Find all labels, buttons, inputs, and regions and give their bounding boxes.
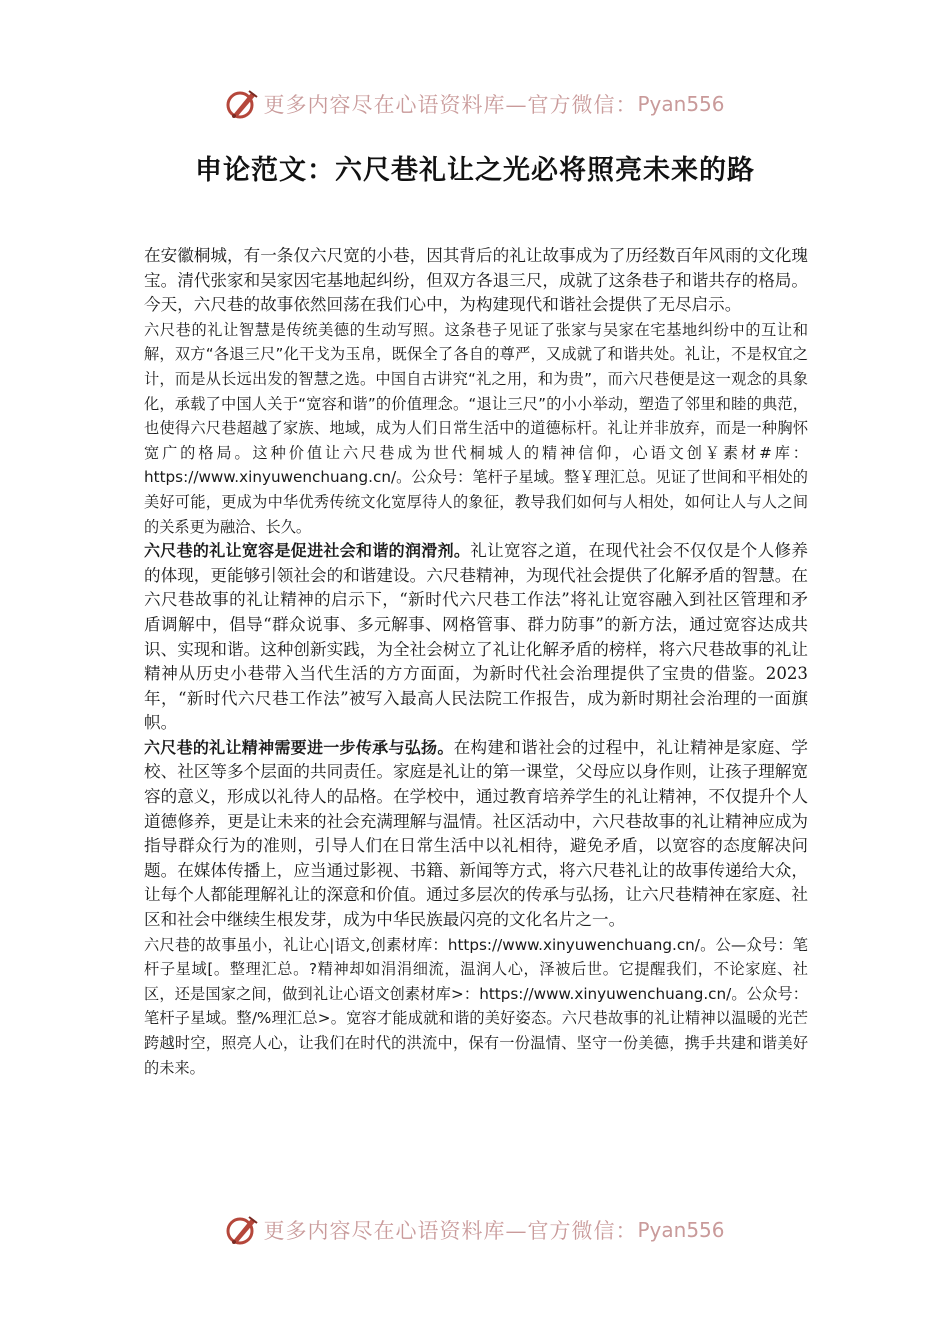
paragraph-harmony xyxy=(144,539,808,736)
paragraph-wisdom: 六尺巷的礼让智慧是传统美德的生动写照。这条巷子见证了张家与吴家在宅基地纠纷中的互让和解，双方“各退三尺”化干戈为玉帛，既保全了各自的尊严，又成就了和谐共处。礼让，不是权宜之计，而是从长远出发的智慧之选。中国自古讲究“礼之用，和为贵”，而六尺巷便是这一观念的具象化，承载了中国人关于“宽容和谐”的价值理念。“退让三尺”的小小举动，塑造了邻里和睦的典范，也使得六尺巷超越了家族、地域，成为人们日常生活中的道德标杆。礼让并非放弃，而是一种胸怀宽广的格局。这种价值让六尺巷成为世代桐城人的精神信仰，心语文创￥素材#库：https://www.xinyuwenchuang.cn/。公众号：笔杆子星域。整￥理汇总。见证了世间和平相处的美好可能，更成为中华优秀传统文化宽厚待人的象征，教导我们如何与人相处，如何让人与人之间的关系更为融洽、长久。 xyxy=(144,320,808,536)
quill-pen-logo-icon xyxy=(225,1213,259,1247)
paragraph-text: 礼让宽容之道，在现代社会不仅仅是个人修养的体现，更能够引领社会的和谐建设。六尺巷精神，为现代社会提供了化解矛盾的智慧。在六尺巷故事的礼让精神的启示下，“新时代六尺巷工作法”将礼让宽容融入到社区管理和矛盾调解中，倡导“群众说事、多元解事、网格管事、群力防事”的新方法，通过宽容达成共识、实现和谐。这种创新实践，为全社会树立了礼让化解矛盾的榜样，将六尺巷故事的礼让精神从历史小巷带入当代生活的方方面面，为新时代社会治理提供了宝贵的借鉴。2023年，“新时代六尺巷工作法”被写入最高人民法院工作报告，成为新时期社会治理的一面旗帜。 xyxy=(144,541,808,733)
article-body xyxy=(144,244,808,1080)
page-title: 申论范文：六尺巷礼让之光必将照亮未来的路 xyxy=(195,155,755,186)
footer-banner xyxy=(0,1210,950,1250)
paragraph-lead: 六尺巷的礼让宽容是促进社会和谐的润滑剂。 xyxy=(144,541,471,561)
header-banner xyxy=(0,84,950,124)
banner-wechat-handle: Pyan556 xyxy=(637,92,725,116)
banner-wechat-handle: Pyan556 xyxy=(637,1218,725,1242)
banner-text: 更多内容尽在心语资料库—官方微信： xyxy=(263,1219,638,1243)
quill-pen-logo-icon xyxy=(225,87,259,121)
paragraph-text: 在构建和谐社会的过程中，礼让精神是家庭、学校、社区等多个层面的共同责任。家庭是礼让的第一课堂，父母应以身作则，让孩子理解宽容的意义，形成以礼待人的品格。在学校中，通过教育培养学生的礼让精神，不仅提升个人道德修养，更是让未来的社会充满理解与温情。社区活动中，六尺巷故事的礼让精神应成为指导群众行为的准则，引导人们在日常生活中以礼相待，避免矛盾，以宽容的态度解决问题。在媒体传播上，应当通过影视、书籍、新闻等方式，将六尺巷礼让的故事传递给大众，让每个人都能理解礼让的深意和价值。通过多层次的传承与弘扬，让六尺巷精神在家庭、社区和社会中继续生根发芽，成为中华民族最闪亮的文化名片之一。 xyxy=(144,737,808,930)
paragraph-lead: 六尺巷的礼让精神需要进一步传承与弘扬。 xyxy=(144,737,454,757)
banner-text: 更多内容尽在心语资料库—官方微信： xyxy=(263,93,638,117)
paragraph-conclusion: 六尺巷的故事虽小，礼让心|语文,创素材库：https://www.xinyuwenchuang.cn/。公—众号：笔杆子星域[。整理汇总。?精神却如涓涓细流，温润人心，泽被后世。它提醒我们，不论家庭、社区，还是国家之间，做到礼让心语文创素材库>：https://www.xinyuwenchuang.cn/。公众号：笔杆子星域。整/%理汇总>。宽容才能成就和谐的美好姿态。六尺巷故事的礼让精神以温暖的光芒跨越时空，照亮人心，让我们在时代的洪流中，保有一份温情、坚守一份美德，携手共建和谐美好的未来。 xyxy=(144,935,808,1077)
paragraph-intro: 在安徽桐城，有一条仅六尺宽的小巷，因其背后的礼让故事成为了历经数百年风雨的文化瑰宝。清代张家和吴家因宅基地起纠纷，但双方各退三尺，成就了这条巷子和谐共存的格局。今天，六尺巷的故事依然回荡在我们心中，为构建现代和谐社会提供了无尽启示。 xyxy=(144,246,808,315)
paragraph-inheritance xyxy=(144,736,808,933)
